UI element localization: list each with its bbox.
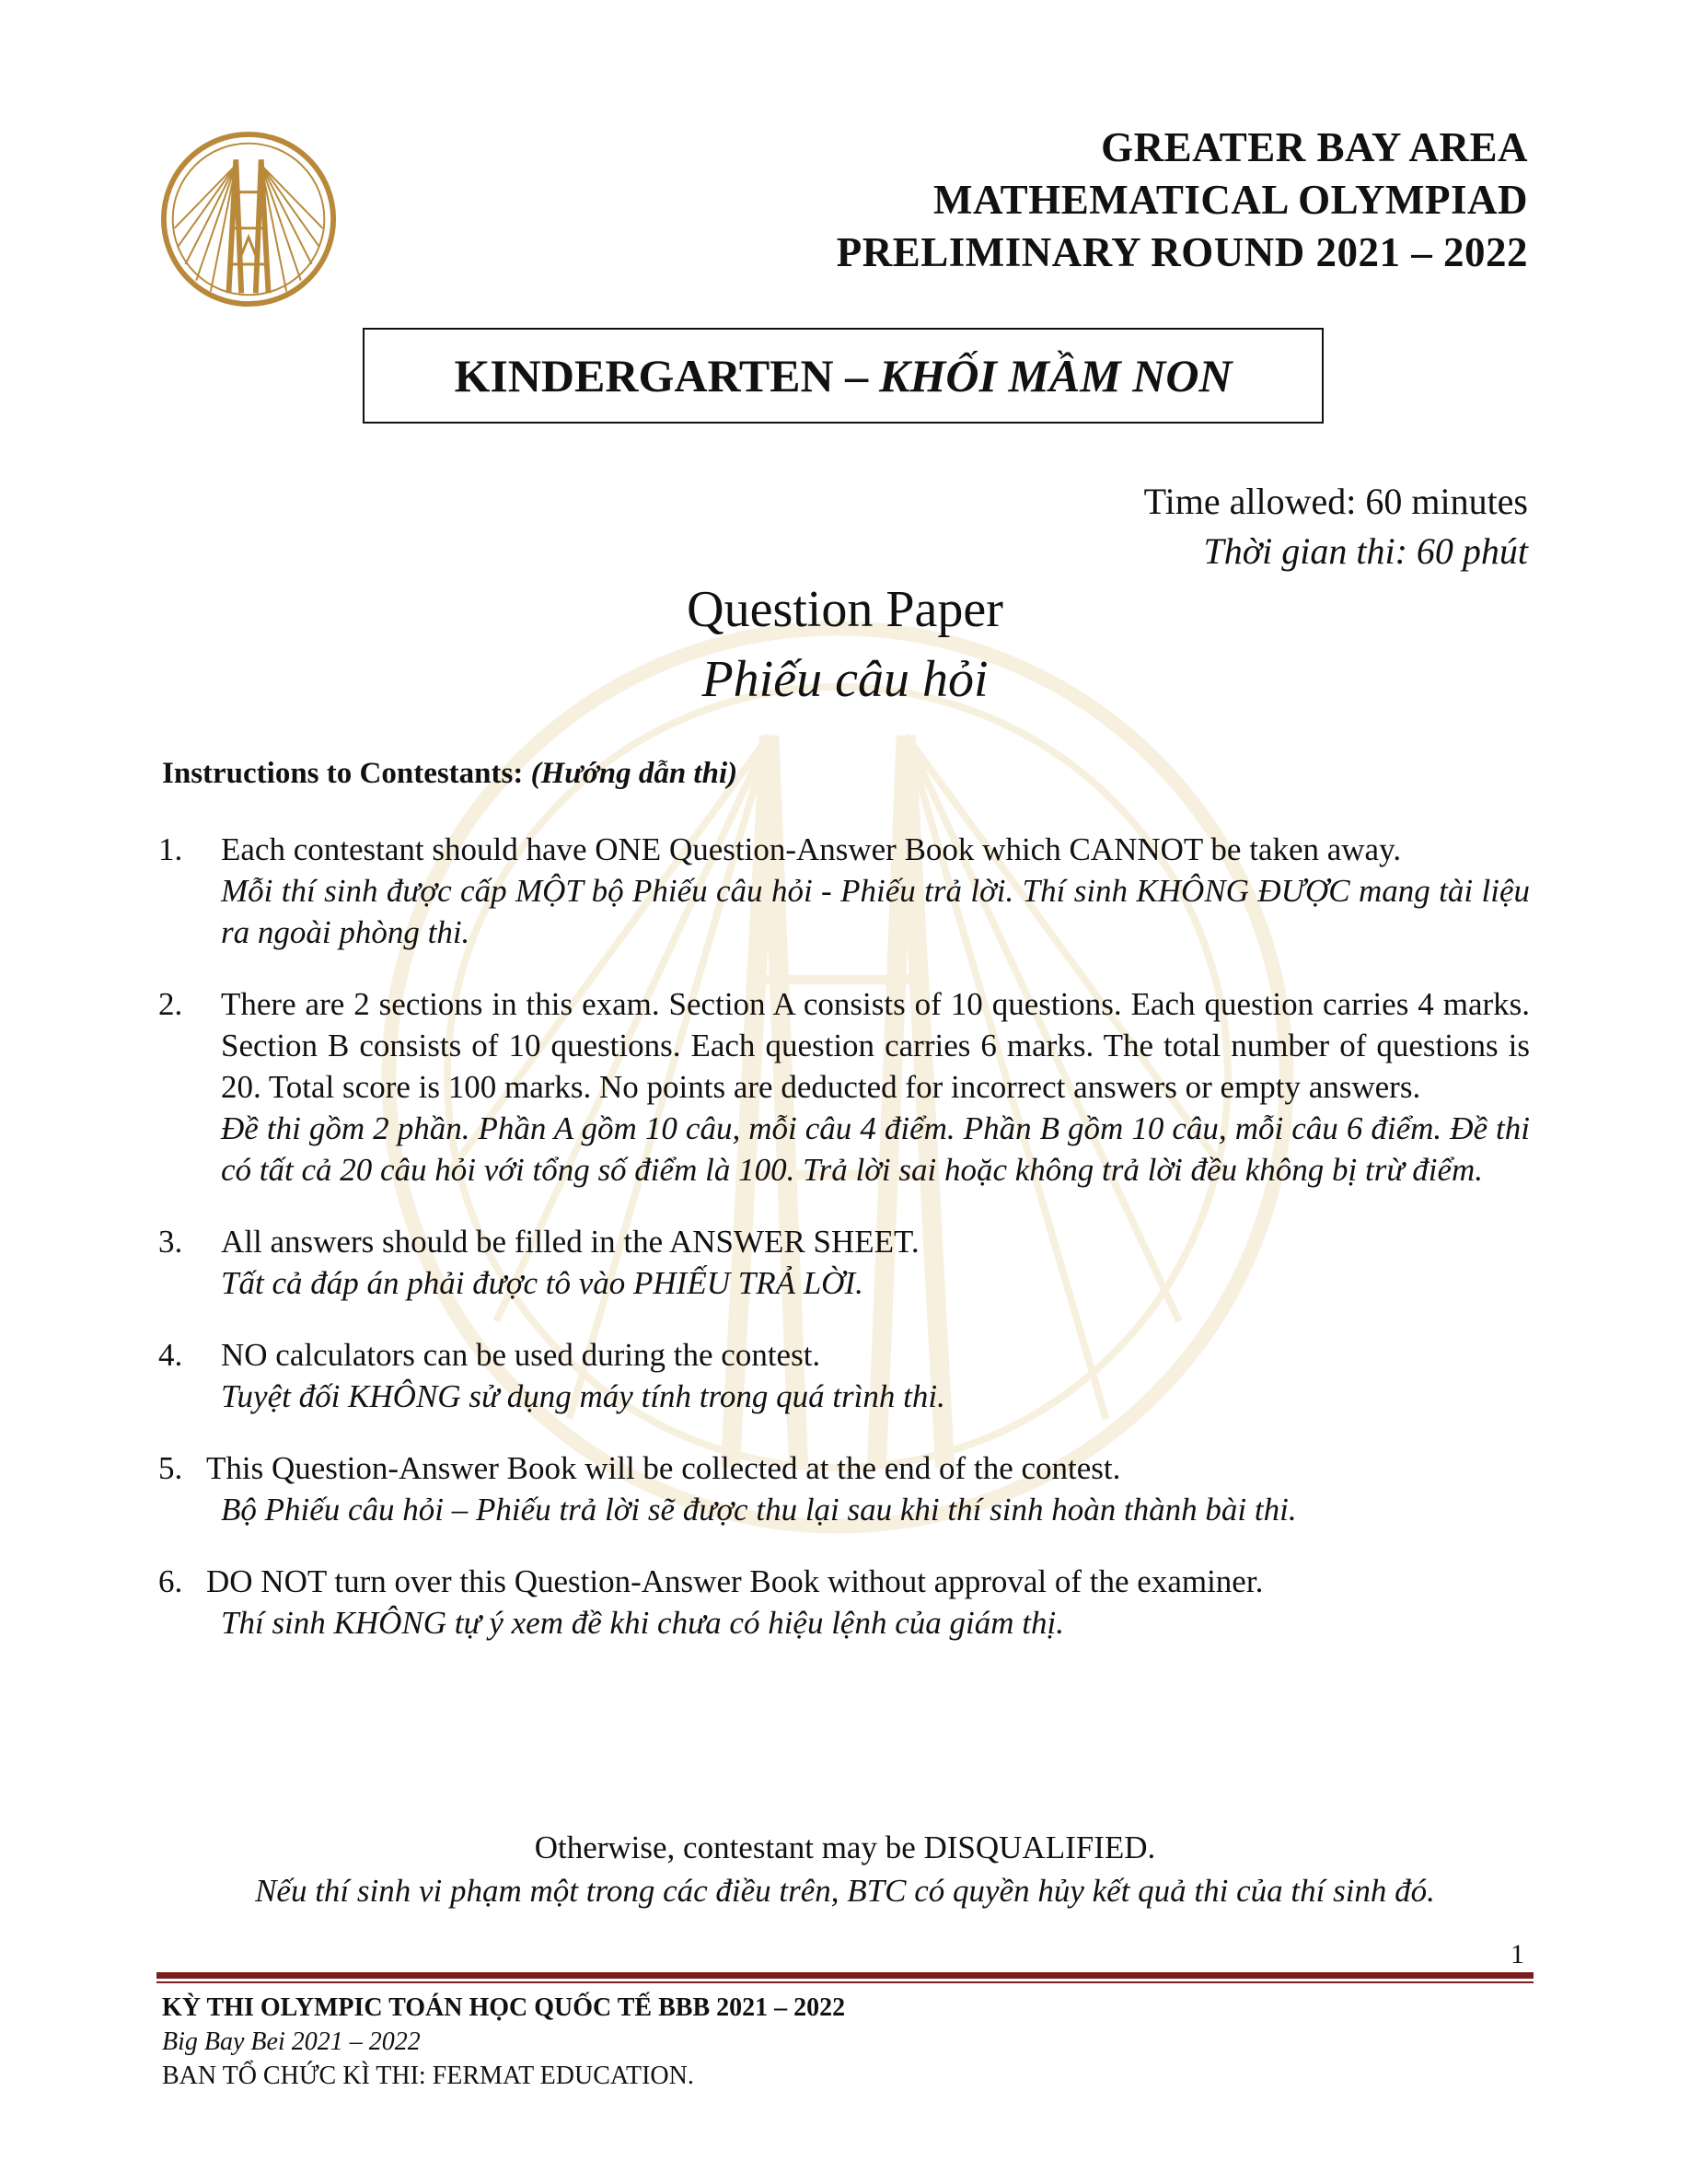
- paper-title-en: Question Paper: [687, 581, 1003, 638]
- warning-en: Otherwise, contestant may be DISQUALIFIED.: [534, 1830, 1156, 1865]
- instruction-text-en: Each contestant should have ONE Question-Answer Book which CANNOT be taken away.: [221, 831, 1402, 867]
- instruction-number: 5.: [158, 1450, 183, 1486]
- time-allowed-en: Time allowed: 60 minutes: [1143, 481, 1528, 522]
- instruction-number: 2.: [158, 986, 183, 1022]
- disqualification-warning: [0, 1826, 1690, 1912]
- instruction-text-vi: Tuyệt đối KHÔNG sử dụng máy tính trong quá trình thi.: [221, 1378, 945, 1414]
- grade-level-box: [363, 328, 1324, 424]
- instructions-heading-en: Instructions to Contestants:: [162, 757, 524, 790]
- instruction-number: 1.: [158, 831, 183, 867]
- instructions-list: [158, 829, 1530, 1674]
- instructions-heading: [162, 757, 737, 791]
- grade-level-vi: KHỐI MẦM NON: [879, 350, 1233, 401]
- footer-line-1: KỲ THI OLYMPIC TOÁN HỌC QUỐC TẾ BBB 2021 – 2022: [162, 1993, 846, 2022]
- title-line-3: PRELIMINARY ROUND 2021 – 2022: [836, 229, 1528, 275]
- page-footer: [162, 1991, 845, 2093]
- instruction-text-vi: Bộ Phiếu câu hỏi – Phiếu trả lời sẽ được thu lại sau khi thí sinh hoàn thành bài thi.: [221, 1492, 1297, 1528]
- footer-line-3: BAN TỔ CHỨC KÌ THI: FERMAT EDUCATION.: [162, 2062, 694, 2090]
- instruction-text-vi: Đề thi gồm 2 phần. Phần A gồm 10 câu, mỗi câu 4 điểm. Phần B gồm 10 câu, mỗi câu 6 điểm. Đề thi có tất cả 20 câu hỏi với tổng số điểm là 100. Trả lời sai hoặc không trả lời đều không bị trừ điểm.: [221, 1110, 1530, 1188]
- footer-rule-thin: [156, 1981, 1534, 1983]
- footer-rule-thick: [156, 1972, 1534, 1979]
- title-line-1: GREATER BAY AREA: [1101, 124, 1528, 170]
- instruction-number: 3.: [158, 1224, 183, 1260]
- instruction-text-vi: Tất cả đáp án phải được tô vào PHIẾU TRẢ LỜI.: [221, 1265, 863, 1301]
- instruction-number: 6.: [158, 1563, 183, 1599]
- paper-title-vi: Phiếu câu hỏi: [701, 651, 989, 708]
- instruction-number: 4.: [158, 1337, 183, 1373]
- instruction-item: [158, 1334, 1530, 1417]
- page-number: 1: [1511, 1939, 1524, 1969]
- instruction-item: [158, 1561, 1530, 1644]
- instruction-item: [158, 983, 1530, 1191]
- instruction-text-vi: Thí sinh KHÔNG tự ý xem đề khi chưa có hiệu lệnh của giám thị.: [221, 1605, 1064, 1641]
- instruction-text-en: DO NOT turn over this Question-Answer Book without approval of the examiner.: [206, 1563, 1264, 1599]
- instruction-text-vi: Mỗi thí sinh được cấp MỘT bộ Phiếu câu hỏi - Phiếu trả lời. Thí sinh KHÔNG ĐƯỢC mang tài liệu ra ngoài phòng thi.: [221, 873, 1530, 950]
- instruction-text-en: This Question-Answer Book will be collected at the end of the contest.: [206, 1450, 1121, 1486]
- instruction-text-en: All answers should be filled in the ANSWER SHEET.: [221, 1224, 920, 1260]
- olympiad-logo: [158, 129, 339, 309]
- instruction-item: [158, 1447, 1530, 1530]
- title-line-2: MATHEMATICAL OLYMPIAD: [933, 177, 1528, 223]
- time-allowed-vi: Thời gian thi: 60 phút: [1203, 530, 1528, 572]
- warning-vi: Nếu thí sinh vi phạm một trong các điều trên, BTC có quyền hủy kết quả thi của thí sinh đó.: [255, 1873, 1435, 1909]
- instruction-text-en: NO calculators can be used during the contest.: [221, 1337, 821, 1373]
- instruction-item: [158, 1221, 1530, 1304]
- grade-level-en: KINDERGARTEN –: [454, 350, 869, 401]
- instructions-heading-vi: (Hướng dẫn thi): [530, 757, 738, 790]
- footer-line-2: Big Bay Bei 2021 – 2022: [162, 2027, 421, 2056]
- instruction-text-en: There are 2 sections in this exam. Section A consists of 10 questions. Each question carries 4 marks. Section B consists of 10 questions. Each question carries 6 marks. The total number of questions is 20. Total score is 100 marks. No points are deducted for incorrect answers or empty answers.: [221, 986, 1530, 1105]
- competition-title: [837, 122, 1528, 279]
- instruction-item: [158, 829, 1530, 953]
- time-allowed: [1144, 477, 1528, 576]
